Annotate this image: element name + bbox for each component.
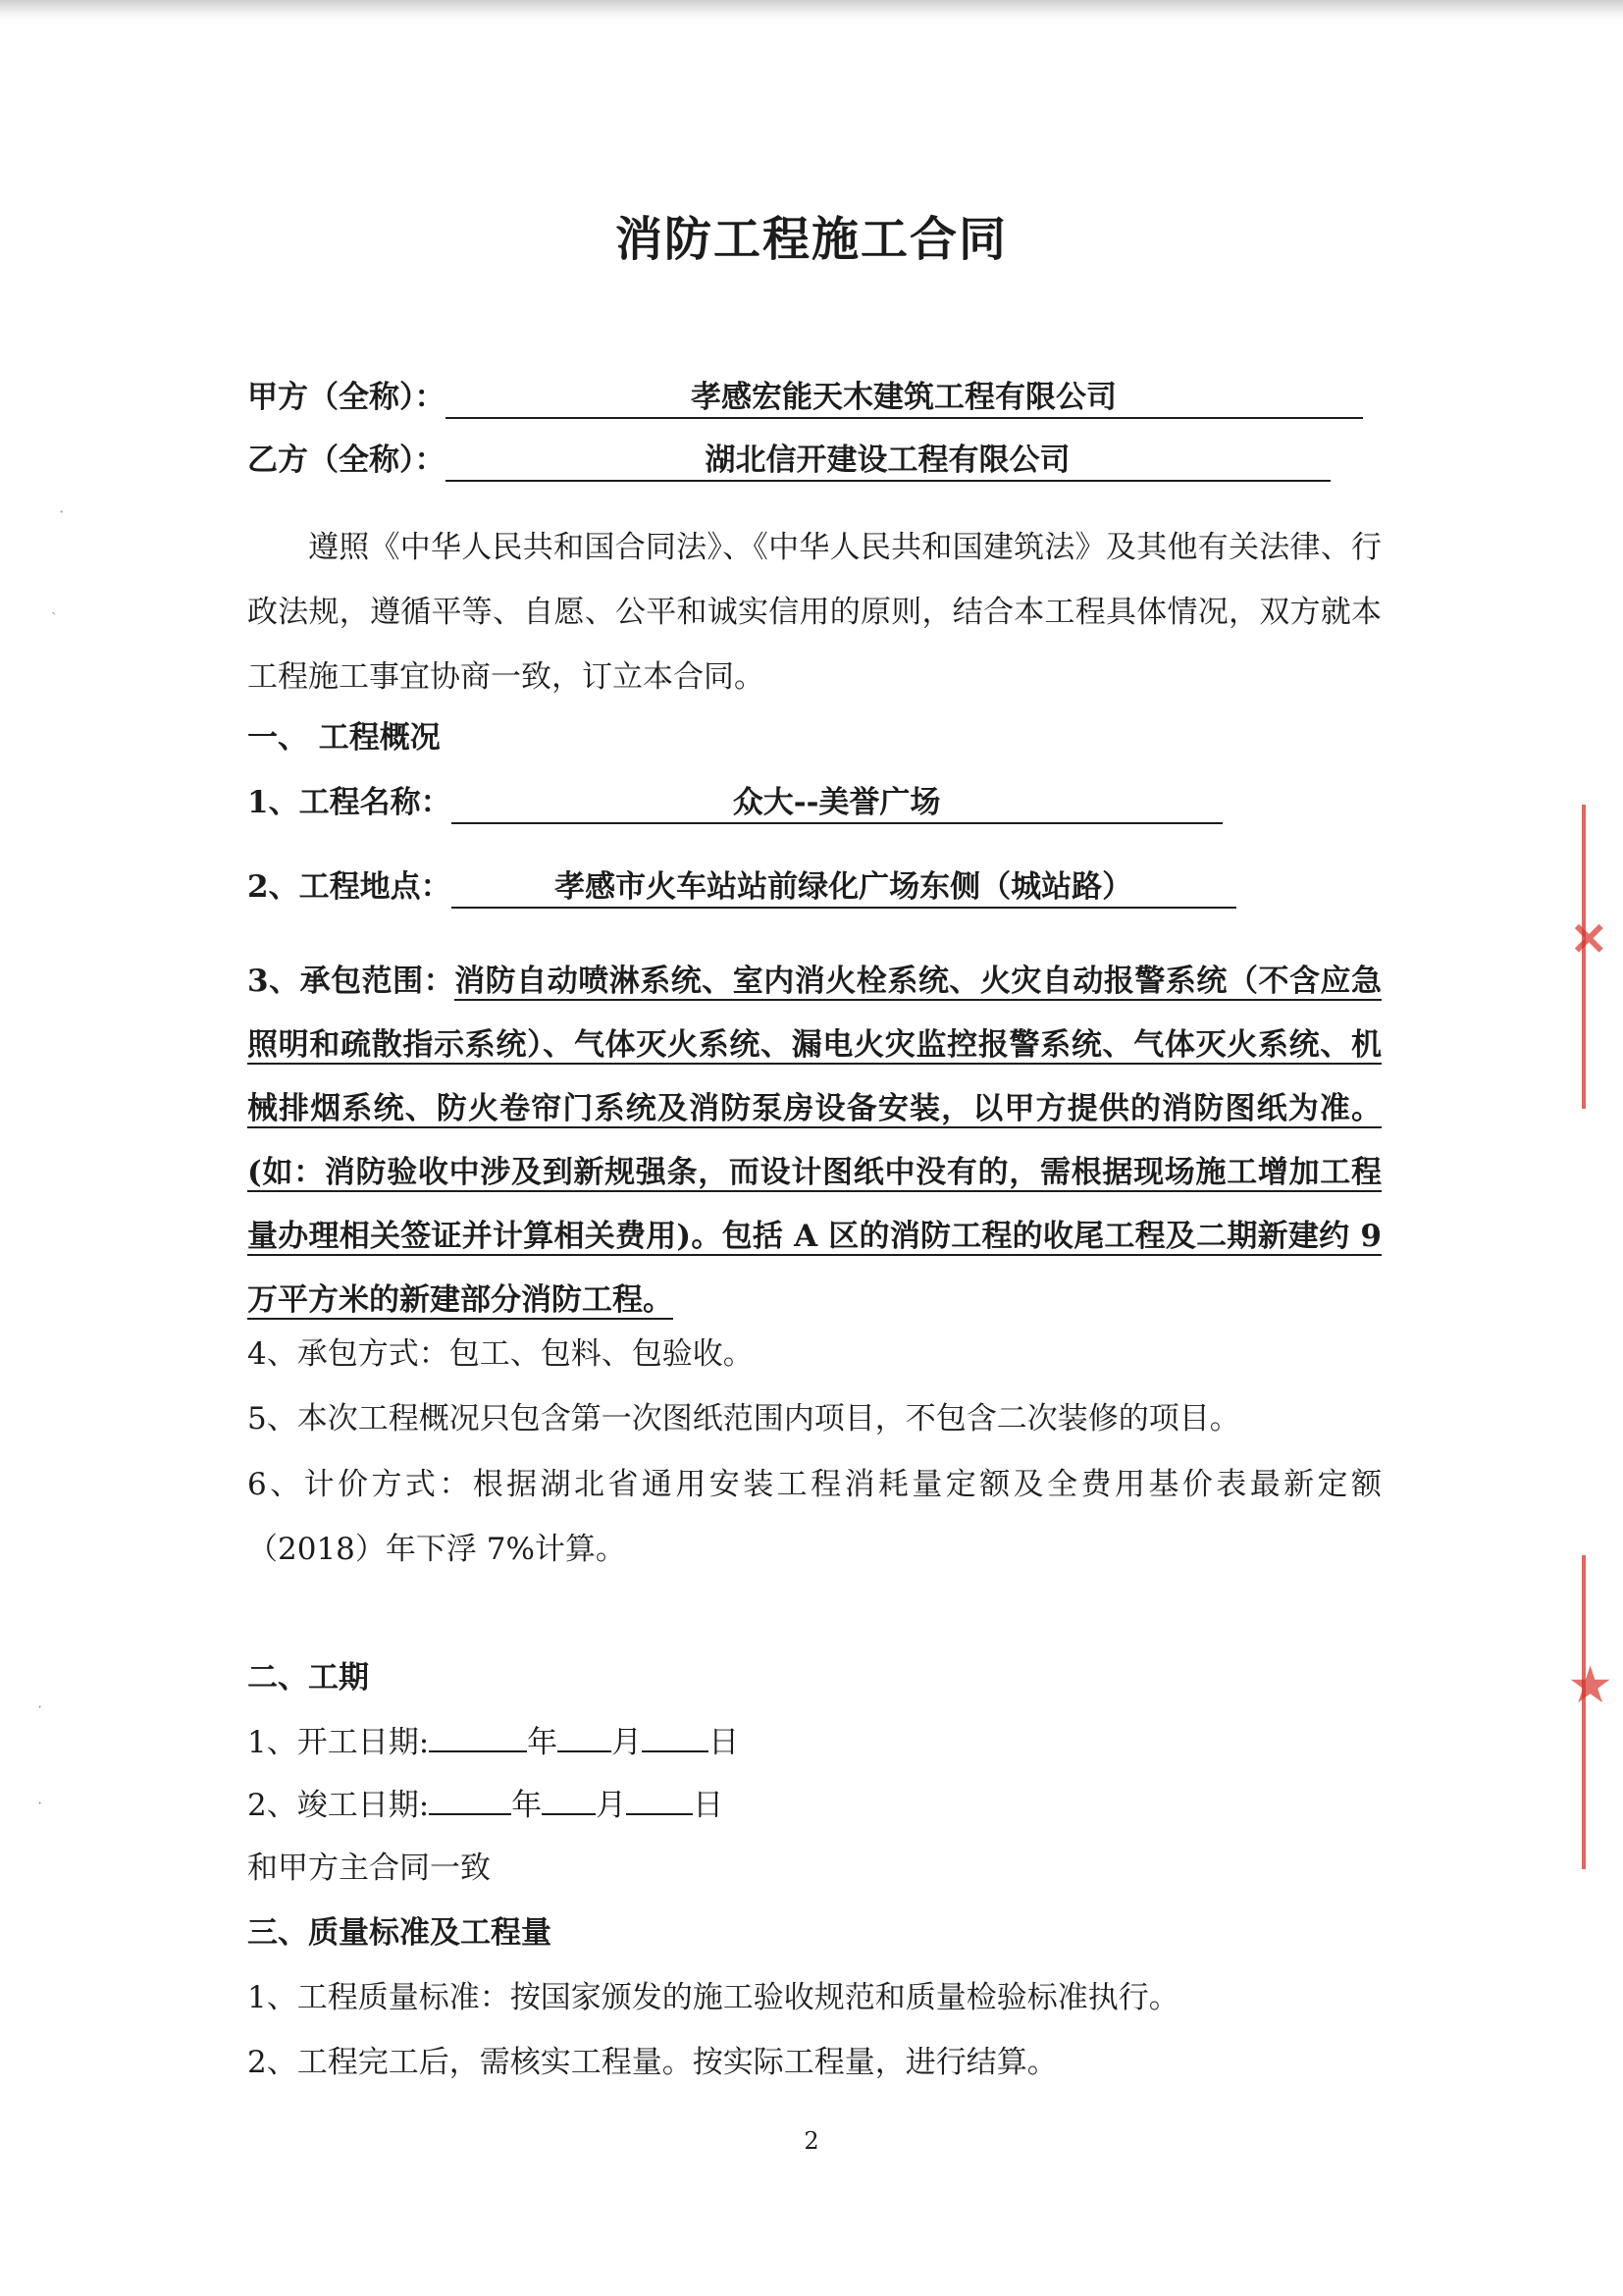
scan-speck: ˏ xyxy=(51,597,57,615)
seal-mark-lower: ★ xyxy=(1570,1658,1611,1711)
contract-method: 4、承包方式：包工、包料、包验收。 xyxy=(247,1336,754,1372)
scan-speck: · xyxy=(37,1697,43,1716)
project-location-label: 2、工程地点： xyxy=(247,869,451,905)
start-date-label: 1、开工日期: xyxy=(247,1725,430,1760)
seal-mark-upper: ✕ xyxy=(1570,913,1608,965)
end-year-blank xyxy=(429,1784,511,1815)
quality-standard: 1、工程质量标准：按国家颁发的施工验收规范和质量检验标准执行。 xyxy=(247,1980,1179,2015)
scan-speck: · xyxy=(37,1794,43,1812)
project-location-value: 孝感市火车站站前绿化广场东侧（城站路） xyxy=(451,867,1236,909)
party-b-line xyxy=(247,439,1331,482)
section1-heading: 一、 工程概况 xyxy=(247,720,441,756)
end-date-line xyxy=(247,1784,723,1827)
contract-scope-paragraph xyxy=(247,950,1382,1332)
project-name-line xyxy=(247,781,1223,824)
scan-speck: · xyxy=(59,502,65,521)
end-month-blank xyxy=(542,1784,596,1815)
start-day-blank xyxy=(642,1721,708,1752)
quantity-settlement: 2、工程完工后，需核实工程量。按实际工程量，进行结算。 xyxy=(247,2045,1058,2080)
party-b-name: 湖北信开建设工程有限公司 xyxy=(445,441,1331,482)
section3-heading: 三、质量标准及工程量 xyxy=(247,1915,551,1951)
scan-top-edge xyxy=(0,0,1623,22)
seal-fragment-lower xyxy=(1582,1555,1586,1869)
start-year-blank xyxy=(429,1721,527,1752)
project-name-value: 众大--美誉广场 xyxy=(451,783,1223,824)
end-year-text: 年 xyxy=(511,1788,543,1823)
scope-note: 5、本次工程概况只包含第一次图纸范围内项目，不包含二次装修的项目。 xyxy=(247,1401,1240,1436)
start-year-text: 年 xyxy=(527,1725,558,1760)
document-title: 消防工程施工合同 xyxy=(614,212,1008,267)
project-name-label: 1、工程名称： xyxy=(247,785,451,820)
contract-scope-label: 3、承包范围： xyxy=(247,964,455,999)
party-a-label: 甲方（全称）： xyxy=(247,380,445,415)
end-day-blank xyxy=(626,1784,693,1815)
start-day-text: 日 xyxy=(708,1725,740,1760)
start-date-line xyxy=(247,1721,739,1764)
party-b-label: 乙方（全称）： xyxy=(247,443,445,478)
end-month-text: 月 xyxy=(596,1788,627,1823)
schedule-note: 和甲方主合同一致 xyxy=(247,1851,491,1886)
project-location-line xyxy=(247,865,1236,909)
party-a-line xyxy=(247,376,1363,419)
end-date-label: 2、竣工日期: xyxy=(247,1788,430,1823)
pricing-method: 6、计价方式：根据湖北省通用安装工程消耗量定额及全费用基价表最新定额（2018）年下浮 7%计算。 xyxy=(247,1467,1382,1567)
page-number: 2 xyxy=(804,2127,819,2155)
preamble-paragraph: 遵照《中华人民共和国合同法》、《中华人民共和国建筑法》及其他有关法律、行政法规，遵循平等、自愿、公平和诚实信用的原则，结合本工程具体情况，双方就本工程施工事宜协商一致，订立本合同。 xyxy=(247,530,1382,695)
end-day-text: 日 xyxy=(693,1788,724,1823)
party-a-name: 孝感宏能天木建筑工程有限公司 xyxy=(445,378,1363,419)
start-month-blank xyxy=(557,1721,611,1752)
start-month-text: 月 xyxy=(611,1725,643,1760)
contract-scope-value: 消防自动喷淋系统、室内消火栓系统、火灾自动报警系统（不含应急照明和疏散指示系统）、气体灭火系统、漏电火灾监控报警系统、气体灭火系统、机械排烟系统、防火卷帘门系统及消防泵房设备安装，以甲方提供的消防图纸为准。(如：消防验收中涉及到新规强条，而设计图纸中没有的，需根据现场施工增加工程量办理相关签证并计算相关费用)。包括 A 区的消防工程的收尾工程及二期新建约 9 万平方米的新建部分消防工程。 xyxy=(247,964,1382,1318)
section2-heading: 二、工期 xyxy=(247,1660,369,1696)
